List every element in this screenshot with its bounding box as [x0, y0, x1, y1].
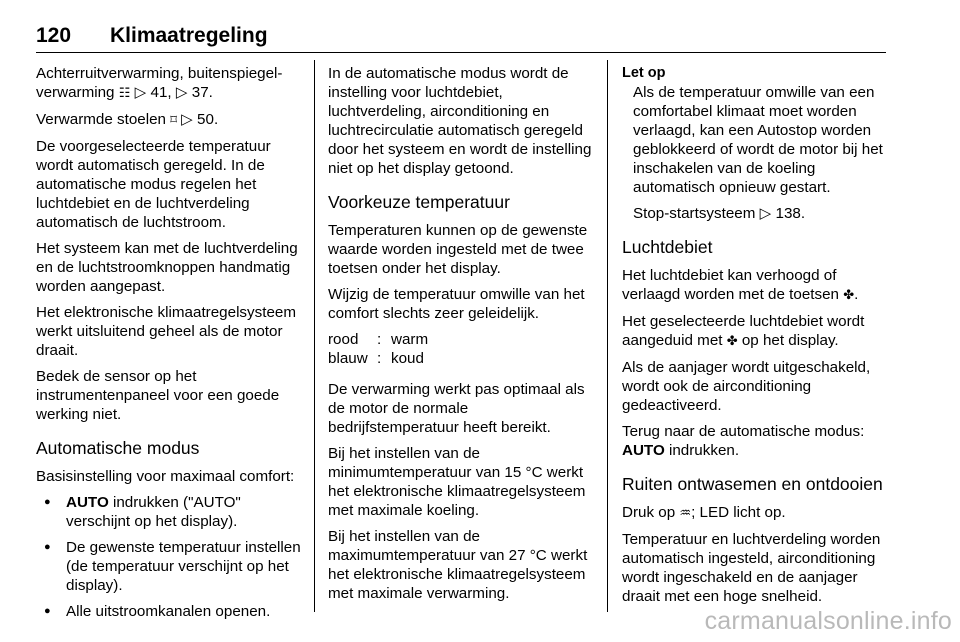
paragraph: In de automatische modus wordt de instelling voor luchtdebiet, luchtverdeling, airconditioning en luchtrecirculatie automatisch geregeld door het systeem en wordt de instelling niet op het display getoond.: [328, 65, 592, 177]
paragraph: Temperaturen kunnen op de gewenste waarde worden ingesteld met de twee toetsen onder het display.: [328, 222, 588, 277]
note-block: [622, 83, 888, 223]
paragraph: Terug naar de automatische modus: AUTO indrukken.: [622, 423, 865, 459]
section-heading-defrost: Ruiten ontwasemen en ontdooien: [622, 474, 883, 494]
fan-icon: ✤: [726, 334, 738, 349]
heated-seats-paragraph: Verwarmde stoelen ⌑ ▷ 50.: [36, 111, 219, 128]
fan-icon: ✤: [843, 288, 855, 303]
section-heading-airflow: Luchtdebiet: [622, 237, 713, 257]
paragraph: Het elektronische klimaatregelsysteem werkt uitsluitend geheel als de motor draait.: [36, 304, 296, 359]
paragraph: Bij het instellen van de minimumtemperatuur van 15 °C werkt het elektronische klimaatregelsysteem met maximale koeling.: [328, 445, 586, 519]
paragraph: Basisinstelling voor maximaal comfort:: [36, 468, 295, 485]
paragraph: Het luchtdebiet kan verhoogd of verlaagd worden met de toetsen ✤.: [622, 267, 859, 303]
heated-seat-icon: ⌑: [170, 113, 177, 128]
temperature-color-table: [328, 330, 428, 368]
watermark: carmanualsonline.info: [704, 607, 952, 635]
chapter-title: Klimaatregeling: [110, 24, 268, 47]
paragraph: Druk op ♒; LED licht op.: [622, 504, 786, 521]
windshield-defrost-icon: ♒: [679, 506, 692, 521]
page-reference: ▷ 41, ▷ 37.: [134, 84, 213, 101]
paragraph: De voorgeselecteerde temperatuur wordt automatisch geregeld. In de automatische modus regelen het luchtdebiet en de luchtverdeling automatisch de luchtstroom.: [36, 138, 271, 231]
page-reference: ▷ 50.: [181, 111, 219, 128]
section-heading-auto-mode: Automatische modus: [36, 438, 200, 458]
column-divider-1: [314, 60, 315, 612]
list-item: ● De gewenste temperatuur instellen (de temperatuur verschijnt op het display).: [36, 538, 302, 595]
bullet-list: [36, 493, 302, 621]
rear-window-heater-icon: ☷: [118, 86, 131, 101]
table-row: blauw : koud: [328, 350, 424, 367]
list-item: ● Alle uitstroomkanalen openen.: [36, 602, 302, 621]
table-row: rood : warm: [328, 331, 429, 348]
page-number: 120: [36, 24, 72, 47]
paragraph: Wijzig de temperatuur omwille van het comfort slechts zeer geleidelijk.: [328, 286, 585, 322]
paragraph: Het geselecteerde luchtdebiet wordt aangeduid met ✤ op het display.: [622, 313, 865, 349]
column-divider-2: [607, 60, 608, 612]
paragraph: Bedek de sensor op het instrumentenpaneel voor een goede werking niet.: [36, 368, 280, 423]
rear-heater-paragraph: Achterruitverwarming, buitenspiegel-verwarming ☷ ▷ 41, ▷ 37.: [36, 65, 283, 101]
header-rule: [36, 52, 886, 53]
list-item: ● AUTO indrukken ("AUTO" verschijnt op het display).: [36, 493, 302, 531]
paragraph: Temperatuur en luchtverdeling worden automatisch ingesteld, airconditioning wordt ingeschakeld en de aanjager draait met een hoge snelheid.: [622, 531, 881, 605]
column-3: [622, 64, 888, 613]
note-paragraph: Stop-startsysteem ▷ 138.: [633, 205, 806, 222]
note-title: Let op: [622, 65, 666, 81]
column-2: [328, 64, 594, 610]
page-header: [36, 24, 886, 50]
paragraph: Als de aanjager wordt uitgeschakeld, wordt ook de airconditioning gedeactiveerd.: [622, 359, 871, 414]
page-reference: ▷ 138.: [759, 205, 806, 222]
paragraph: De verwarming werkt pas optimaal als de motor de normale bedrijfstemperatuur heeft bereikt.: [328, 381, 585, 436]
paragraph: Bij het instellen van de maximumtemperatuur van 27 °C werkt het elektronische klimaatregelsysteem met maximale verwarming.: [328, 528, 588, 602]
note-paragraph: Als de temperatuur omwille van een comfortabel klimaat moet worden verlaagd, kan een Autostop worden geblokkeerd of wordt de motor bij het inschakelen van de koeling automatisch opnieuw gestart.: [633, 84, 883, 196]
section-heading-temperature: Voorkeuze temperatuur: [328, 192, 510, 212]
column-1: [36, 64, 302, 628]
paragraph: Het systeem kan met de luchtverdeling en de luchtstroomknoppen handmatig worden aangepast.: [36, 240, 298, 295]
